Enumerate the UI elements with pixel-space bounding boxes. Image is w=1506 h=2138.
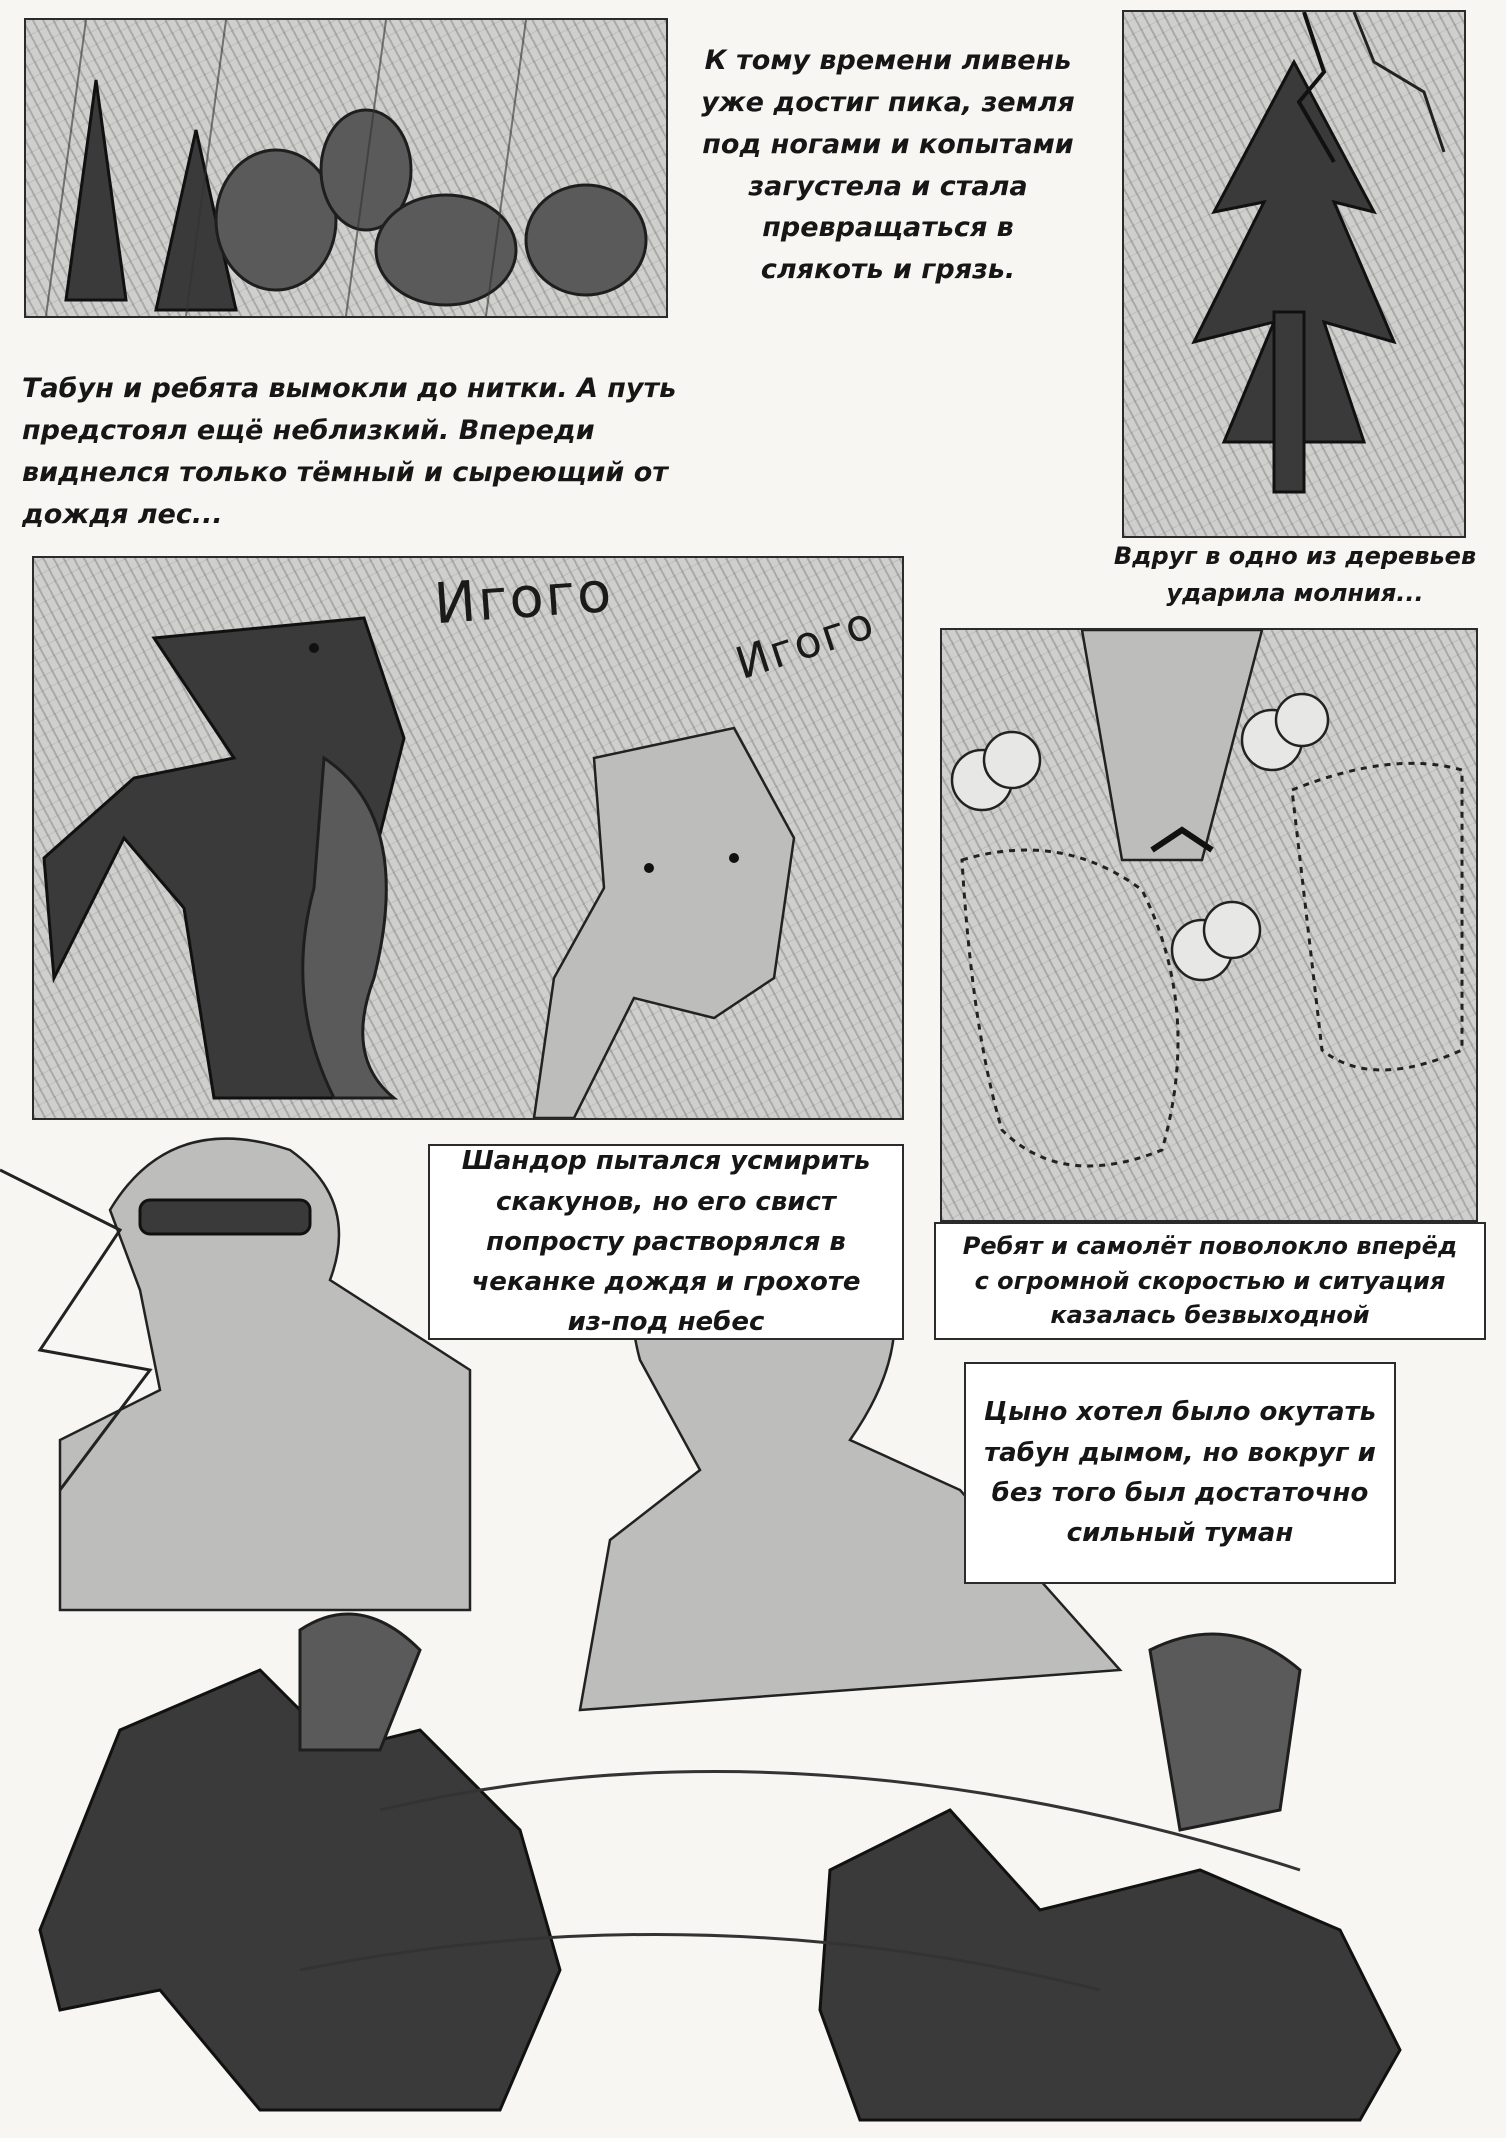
caption-rain-peak: К тому времени ливень уже достиг пика, земля под ногами и копытами загустела и стала превращаться в слякоть и грязь. [701, 45, 1075, 286]
panel-rearing-horses [32, 556, 904, 1120]
sound-effect-neigh-1: Игого [431, 559, 616, 638]
caption-dragged: Ребят и самолёт поволокло вперёд с огромной скоростью и ситуация казалась безвыходной [934, 1222, 1486, 1340]
lightning-tree-illustration [1124, 12, 1464, 536]
caption-shandor: Шандор пытался усмирить скакунов, но его свист попросту растворялся в чеканке дождя и грохоте из-под небес [428, 1144, 904, 1340]
panel-rainy-forest [24, 18, 668, 318]
sound-effect-neigh-2: Игого [729, 597, 882, 690]
caption-lightning: Вдруг в одно из деревьев ударила молния... [1113, 542, 1477, 608]
panel-lightning-tree [1122, 10, 1466, 538]
caption-soaked: Табун и ребята вымокли до нитки. А путь предстоял ещё неблизкий. Впереди виднелся только тёмный и сыреющий от дождя лес... [22, 373, 677, 530]
rainy-forest-illustration [26, 20, 666, 316]
caption-tsyno: Цыно хотел было окутать табун дымом, но вокруг и без того был достаточно сильный туман [964, 1362, 1396, 1584]
